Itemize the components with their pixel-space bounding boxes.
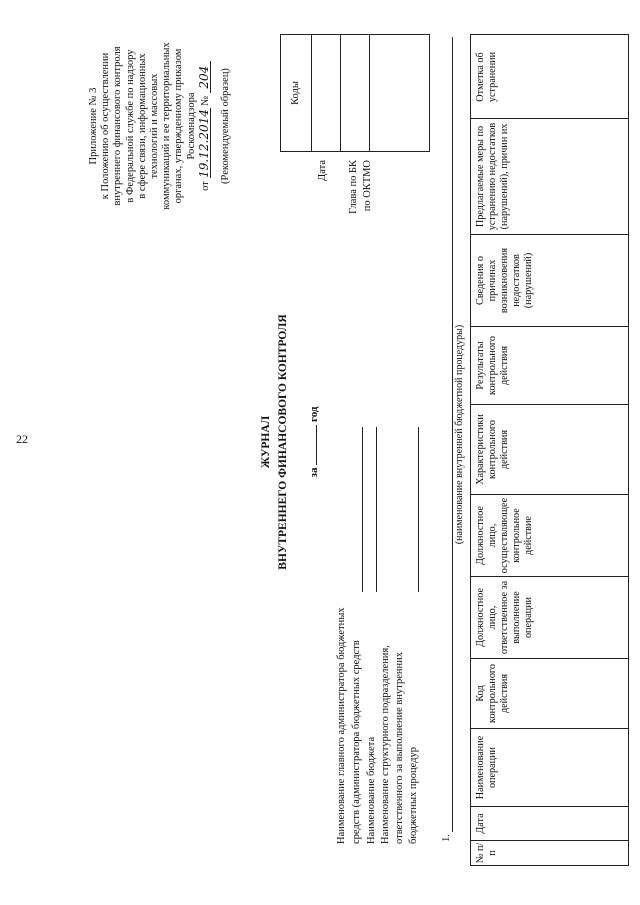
procedure-line — [452, 37, 453, 832]
col-header-responsible-control: Должностное лицо, осуществляющее контрольное действие — [475, 497, 534, 574]
field-admin-underline — [362, 427, 363, 592]
main-table — [470, 34, 629, 866]
appendix-line: внутреннего финансового контроля — [112, 46, 124, 206]
col-header-responsible-operation: Должностное лицо, ответственное за выполнение операции — [475, 580, 534, 655]
field-unit-line-2: ответственного за выполнение внутренних — [394, 652, 405, 844]
order-line — [198, 26, 212, 226]
field-budget: Наименование бюджета — [366, 736, 377, 844]
codes-label-chapter: Глава по БК — [348, 160, 359, 214]
col-divider — [471, 806, 628, 807]
codes-cell-date — [312, 35, 341, 151]
recommended-sample: (Рекомендуемый образец) — [220, 68, 232, 184]
col-header-date: Дата — [475, 813, 486, 834]
year-suffix: год — [308, 406, 320, 423]
title-line-1: ЖУРНАЛ — [260, 415, 272, 469]
field-unit-line-3: бюджетных процедур — [408, 746, 419, 844]
title-year — [306, 362, 320, 522]
codes-table — [280, 34, 430, 152]
year-blank — [306, 425, 317, 465]
year-prefix: за — [308, 467, 320, 478]
col-divider — [471, 840, 628, 841]
order-from: от — [199, 181, 211, 191]
col-header-operation: Наименование операции — [475, 735, 498, 800]
field-admin-line-1: Наименование главного администратора бюджетных — [336, 607, 347, 844]
order-number: 204 — [198, 61, 211, 93]
procedure-caption: (наименование внутренней бюджетной процедуры) — [454, 324, 465, 545]
codes-cell-oktmo — [370, 35, 398, 151]
appendix-line: коммуникаций и ее территориальных — [161, 42, 173, 210]
col-header-proposed-measures: Предлагаемые меры по устранению недостатков (нарушений), причин их — [475, 122, 510, 231]
codes-header: Коды — [281, 35, 312, 151]
codes-label-date: Дата — [317, 160, 328, 181]
codes-cell-chapter — [341, 35, 370, 151]
appendix-note — [88, 26, 232, 226]
col-header-remediation-mark: Отметка об устранении — [475, 51, 498, 103]
journal-sheet — [2, 17, 632, 892]
appendix-line: в Федеральной службе по надзору — [124, 49, 136, 203]
field-unit-line-1: Наименование структурного подразделения, — [380, 645, 391, 844]
col-header-control-results: Результаты контрольного действия — [475, 336, 510, 395]
section-number: 1. — [441, 834, 452, 842]
field-admin-line-2: средств (администратора бюджетных средств — [351, 640, 362, 844]
title-line-2: ВНУТРЕННЕГО ФИНАНСОВОГО КОНТРОЛЯ — [277, 314, 289, 570]
page-number: 22 — [16, 432, 28, 446]
appendix-line: в сфере связи, информационных — [136, 53, 148, 199]
appendix-line: органах, утвержденному приказом — [173, 48, 185, 204]
codes-label-oktmo: по ОКТМО — [362, 160, 373, 212]
appendix-line: Роскомнадзора — [185, 92, 197, 160]
col-header-control-characteristics: Характеристики контрольного действия — [475, 414, 510, 485]
col-header-causes: Сведения о причинах возникновения недостатков (нарушений) — [475, 247, 534, 314]
col-header-control-code: Код контрольного действия — [475, 664, 510, 723]
field-budget-underline — [376, 427, 377, 592]
appendix-line: к Положению об осуществлении — [100, 52, 112, 200]
order-no-label: № — [199, 95, 211, 106]
appendix-line: технологий и массовых — [149, 73, 161, 179]
field-unit-underline — [418, 427, 419, 592]
order-date: 19.12.2014 — [196, 109, 211, 178]
appendix-line: Приложение № 3 — [88, 87, 99, 165]
col-header-number: № п/п — [475, 842, 498, 864]
journal-title — [258, 302, 292, 582]
